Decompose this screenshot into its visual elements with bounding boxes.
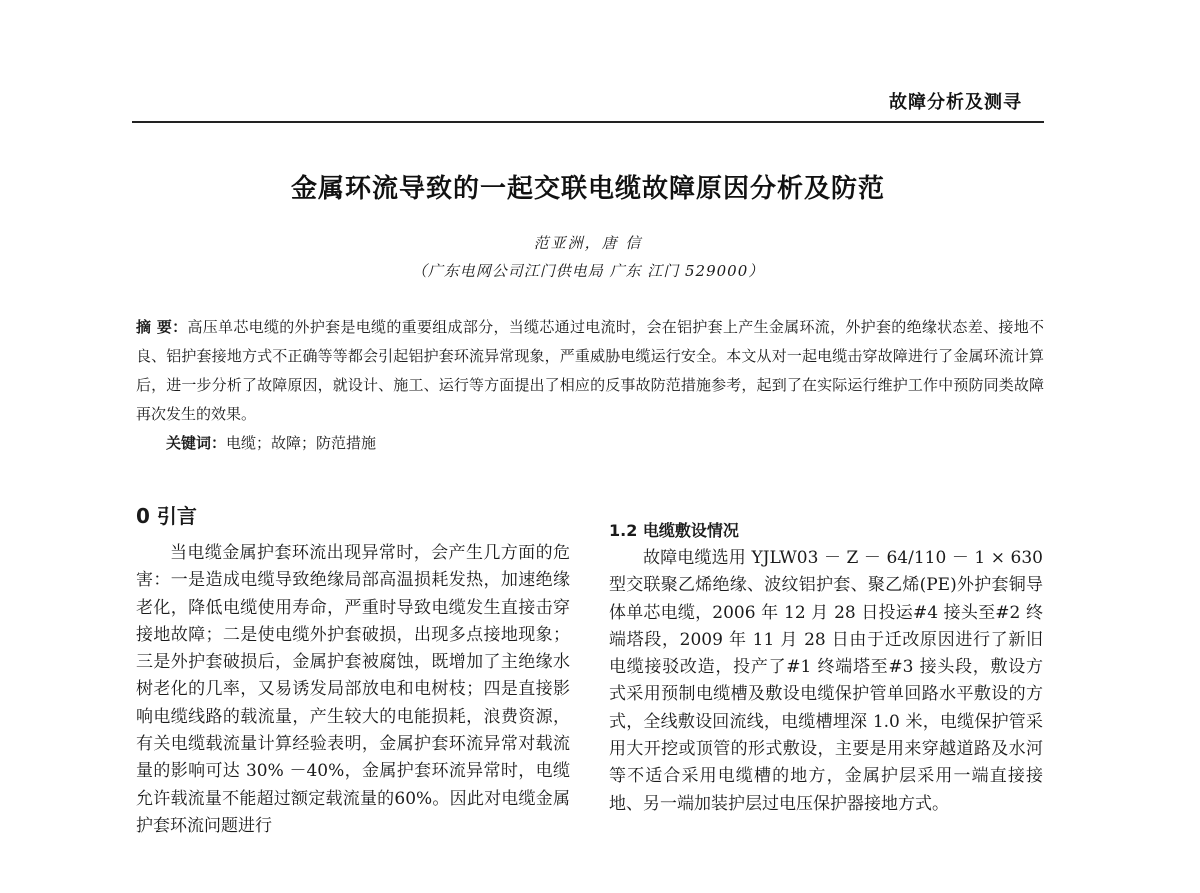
header-rule	[132, 121, 1044, 123]
section-heading-introduction: 0 引言	[136, 504, 197, 528]
abstract-text: 高压单芯电缆的外护套是电缆的重要组成部分，当缆芯通过电流时，会在铝护套上产生金属环流，外护套的绝缘状态差、接地不良、铝护套接地方式不正确等等都会引起铝护套环流异常现象，严重威胁电缆运行安全。本文从对一起电缆击穿故障进行了金属环流计算后，进一步分析了故障原因，就设计、施工、运行等方面提出了相应的反事故防范措施参考，起到了在实际运行维护工作中预防同类故障再次发生的效果。	[136, 318, 1044, 423]
keywords-label: 关键词：	[166, 434, 227, 452]
article-authors: 范亚洲，唐 信	[533, 234, 643, 252]
article-affiliation: （广东电网公司江门供电局 广东 江门 529000）	[411, 262, 765, 280]
section-header: 故障分析及测寻	[889, 92, 1022, 113]
keywords-text: 电缆；故障；防范措施	[226, 434, 377, 452]
abstract	[136, 313, 1044, 429]
article-title: 金属环流导致的一起交联电缆故障原因分析及防范	[290, 174, 885, 204]
abstract-label: 摘 要：	[136, 318, 188, 336]
cable-laying-paragraph: 故障电缆选用 YJLW03 － Z － 64/110 － 1 × 630 型交联聚乙烯绝缘、波纹铝护套、聚乙烯(PE)外护套铜导体单芯电缆，2006 年 12 月 28 日投运#4 接头至#2 终端塔段，2009 年 11 月 28 日由于迁改原因进行了新旧电缆接驳改造，投产了#1 终端塔至#3 接头段，敷设方式采用预制电缆槽及敷设电缆保护管单回路水平敷设的方式，全线敷设回流线，电缆槽埋深 1.0 米，电缆保护管采用大开挖或顶管的形式敷设，主要是用来穿越道路及水河等不适合采用电缆槽的地方，金属护层采用一端直接接地、另一端加装护层过电压保护器接地方式。	[609, 548, 1043, 814]
keywords	[166, 429, 376, 458]
section-heading-cable-laying: 1.2 电缆敷设情况	[609, 521, 739, 540]
introduction-paragraph: 当电缆金属护套环流出现异常时，会产生几方面的危害：一是造成电缆导致绝缘局部高温损耗发热，加速绝缘老化，降低电缆使用寿命，严重时导致电缆发生直接击穿接地故障；二是使电缆外护套破损，出现多点接地现象；三是外护套破损后，金属护套被腐蚀，既增加了主绝缘水树老化的几率，又易诱发局部放电和电树枝；四是直接影响电缆线路的载流量，产生较大的电能损耗，浪费资源，有关电缆载流量计算经验表明，金属护套环流异常对载流量的影响可达 30% －40%，金属护套环流异常时，电缆允许载流量不能超过额定载流量的60%。因此对电缆金属护套环流问题进行	[136, 543, 570, 836]
